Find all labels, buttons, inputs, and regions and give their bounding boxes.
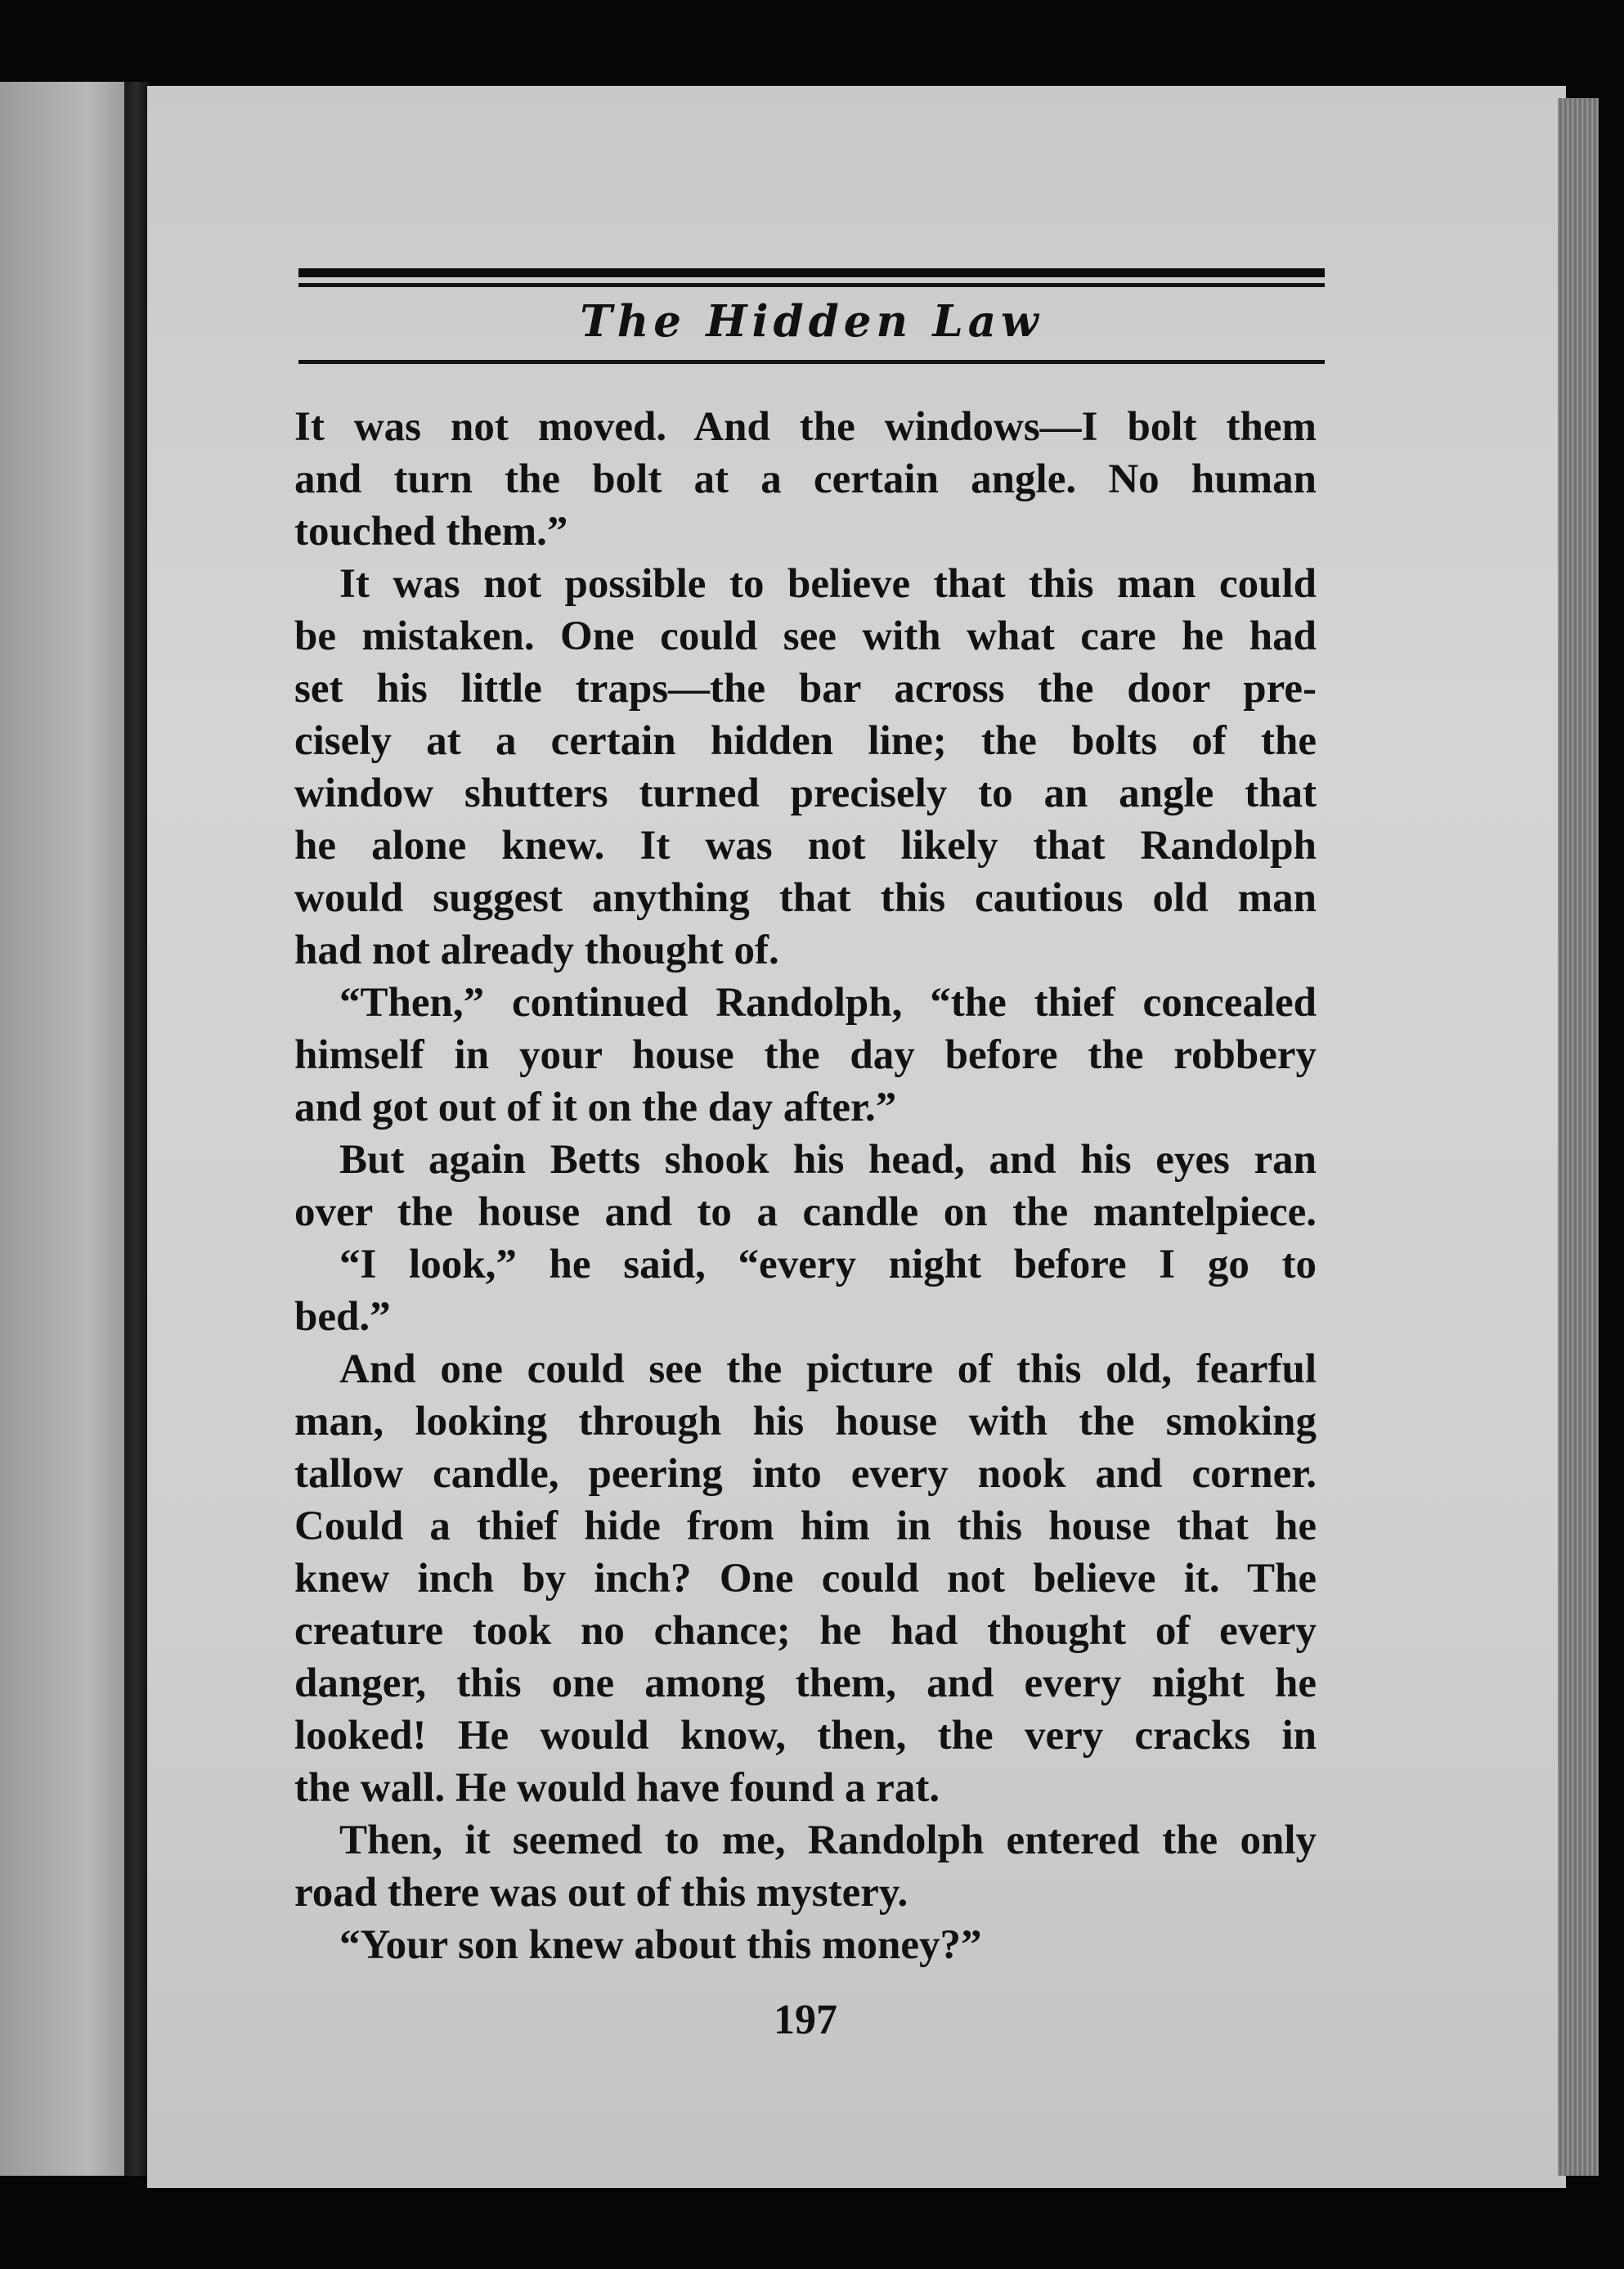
header-rule-second	[298, 283, 1325, 287]
book-gutter	[124, 82, 149, 2176]
text-line: over the house and to a candle on the mantelpiece.	[294, 1189, 1317, 1235]
text-line: Then, it seemed to me, Randolph entered the only	[339, 1817, 1317, 1863]
text-line: had not already thought of.	[294, 928, 779, 973]
text-line: Could a thief hide from him in this house that he	[294, 1503, 1317, 1549]
text-line: touched them.”	[294, 509, 568, 555]
text-line: man, looking through his house with the smoking	[294, 1399, 1317, 1445]
text-line: road there was out of this mystery.	[294, 1870, 908, 1916]
text-line: danger, this one among them, and every night he	[294, 1660, 1317, 1706]
header-rule-top	[298, 268, 1325, 277]
text-line: he alone knew. It was not likely that Randolph	[294, 823, 1317, 869]
text-line: tallow candle, peering into every nook and corner.	[294, 1451, 1317, 1497]
text-line: window shutters turned precisely to an angle that	[294, 771, 1317, 816]
text-line: be mistaken. One could see with what care he had	[294, 613, 1317, 659]
text-line: But again Betts shook his head, and his eyes ran	[339, 1137, 1317, 1183]
page-stack-edge	[1558, 98, 1599, 2176]
text-line: himself in your house the day before the robbery	[294, 1032, 1317, 1078]
text-line: looked! He would know, then, the very cracks in	[294, 1713, 1317, 1759]
text-line: the wall. He would have found a rat.	[294, 1765, 940, 1811]
body-text	[294, 401, 1317, 1971]
text-line: cisely at a certain hidden line; the bolts of the	[294, 718, 1317, 764]
text-line: It was not possible to believe that this man could	[339, 561, 1317, 607]
text-line: set his little traps—the bar across the door pre-	[294, 666, 1317, 712]
running-title: The Hidden Law	[580, 296, 1043, 347]
text-line: It was not moved. And the windows—I bolt them	[294, 404, 1317, 450]
text-line: knew inch by inch? One could not believe it. The	[294, 1556, 1317, 1602]
text-line: and got out of it on the day after.”	[294, 1085, 897, 1130]
text-line: bed.”	[294, 1294, 391, 1340]
text-line: And one could see the picture of this old, fearful	[339, 1346, 1317, 1392]
text-line: would suggest anything that this cautious old man	[294, 875, 1317, 921]
text-line: “I look,” he said, “every night before I go to	[339, 1242, 1317, 1287]
page-number: 197	[774, 1997, 837, 2043]
header-rule-bottom	[298, 360, 1325, 364]
text-line: “Then,” continued Randolph, “the thief concealed	[339, 980, 1317, 1026]
text-line: “Your son knew about this money?”	[339, 1922, 982, 1968]
text-line: creature took no chance; he had thought of every	[294, 1608, 1317, 1654]
text-line: and turn the bolt at a certain angle. No human	[294, 456, 1317, 502]
